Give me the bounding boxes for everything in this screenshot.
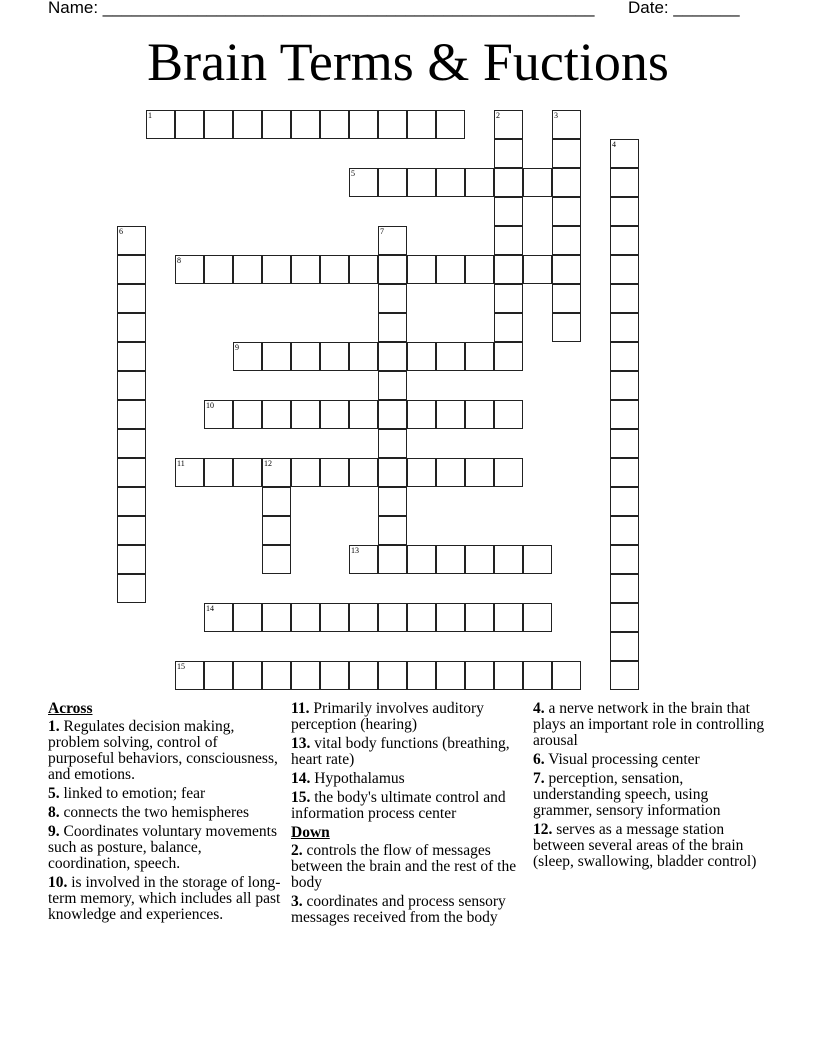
- crossword-cell[interactable]: [465, 400, 494, 429]
- crossword-cell[interactable]: [552, 313, 581, 342]
- clue-number: 5.: [48, 785, 60, 802]
- clue-text: connects the two hemispheres: [63, 804, 250, 821]
- crossword-cell[interactable]: [117, 458, 146, 487]
- crossword-cell[interactable]: [291, 603, 320, 632]
- crossword-cell[interactable]: [175, 110, 204, 139]
- crossword-cell[interactable]: [610, 400, 639, 429]
- crossword-cell[interactable]: [494, 458, 523, 487]
- cell-number: 5: [351, 169, 355, 178]
- cell-number: 6: [119, 227, 123, 236]
- crossword-cell[interactable]: [494, 110, 523, 139]
- cell-number: 9: [235, 343, 239, 352]
- cell-number: 8: [177, 256, 181, 265]
- crossword-cell[interactable]: [349, 458, 378, 487]
- crossword-cell[interactable]: [320, 661, 349, 690]
- crossword-cell[interactable]: [117, 284, 146, 313]
- clue-number: 3.: [291, 893, 303, 910]
- page-title: Brain Terms & Fuctions: [147, 32, 669, 92]
- crossword-cell[interactable]: [349, 545, 378, 574]
- crossword-cell[interactable]: [378, 458, 407, 487]
- crossword-cell[interactable]: [117, 313, 146, 342]
- crossword-cell[interactable]: [465, 603, 494, 632]
- crossword-cell[interactable]: [233, 603, 262, 632]
- crossword-cell[interactable]: [407, 255, 436, 284]
- crossword-cell[interactable]: [436, 168, 465, 197]
- crossword-cell[interactable]: [233, 342, 262, 371]
- crossword-cell[interactable]: [378, 516, 407, 545]
- crossword-cell[interactable]: [204, 400, 233, 429]
- crossword-cell[interactable]: [610, 313, 639, 342]
- crossword-cell[interactable]: [204, 603, 233, 632]
- crossword-cell[interactable]: [552, 168, 581, 197]
- crossword-cell[interactable]: [320, 342, 349, 371]
- clue-text: perception, sensation, understanding speech, using grammer, sensory information: [533, 770, 721, 819]
- cell-number: 15: [177, 662, 185, 671]
- clue-text: Visual processing center: [548, 751, 700, 768]
- clues-column-3: [533, 701, 769, 873]
- crossword-cell[interactable]: [494, 545, 523, 574]
- crossword-cell[interactable]: [407, 168, 436, 197]
- crossword-cell[interactable]: [233, 400, 262, 429]
- crossword-cell[interactable]: [349, 400, 378, 429]
- crossword-cell[interactable]: [378, 545, 407, 574]
- crossword-cell[interactable]: [436, 255, 465, 284]
- crossword-cell[interactable]: [436, 603, 465, 632]
- clues-column-1: [48, 701, 284, 926]
- clue-text: coordinates and process sensory messages received from the body: [291, 893, 506, 926]
- clue-text: is involved in the storage of long-term memory, which includes all past knowledge and experiences.: [48, 874, 281, 923]
- clue-number: 13.: [291, 735, 311, 752]
- crossword-cell[interactable]: [117, 255, 146, 284]
- crossword-cell[interactable]: [117, 342, 146, 371]
- clue-number: 15.: [291, 789, 311, 806]
- crossword-cell[interactable]: [436, 545, 465, 574]
- crossword-cell[interactable]: [610, 632, 639, 661]
- crossword-cell[interactable]: [610, 371, 639, 400]
- across-heading: Across: [48, 700, 93, 717]
- crossword-cell[interactable]: [610, 197, 639, 226]
- crossword-cell[interactable]: [494, 313, 523, 342]
- clue-down-12: [533, 822, 769, 870]
- crossword-cell[interactable]: [291, 110, 320, 139]
- crossword-cell[interactable]: [465, 168, 494, 197]
- crossword-cell[interactable]: [146, 110, 175, 139]
- crossword-cell[interactable]: [610, 516, 639, 545]
- crossword-cell[interactable]: [378, 255, 407, 284]
- crossword-cell[interactable]: [523, 168, 552, 197]
- cell-number: 1: [148, 111, 152, 120]
- clue-number: 2.: [291, 842, 303, 859]
- clue-across-15: [291, 790, 527, 822]
- crossword-cell[interactable]: [610, 661, 639, 690]
- crossword-cell[interactable]: [233, 255, 262, 284]
- crossword-cell[interactable]: [378, 603, 407, 632]
- clue-number: 8.: [48, 804, 60, 821]
- clue-text: controls the flow of messages between the brain and the rest of the body: [291, 842, 517, 891]
- crossword-cell[interactable]: [523, 661, 552, 690]
- crossword-cell[interactable]: [610, 458, 639, 487]
- cell-number: 3: [554, 111, 558, 120]
- crossword-cell[interactable]: [436, 110, 465, 139]
- crossword-cell[interactable]: [494, 197, 523, 226]
- crossword-cell[interactable]: [552, 139, 581, 168]
- crossword-cell[interactable]: [291, 400, 320, 429]
- crossword-cell[interactable]: [262, 603, 291, 632]
- crossword-cell[interactable]: [465, 458, 494, 487]
- crossword-cell[interactable]: [610, 255, 639, 284]
- crossword-cell[interactable]: [349, 603, 378, 632]
- crossword-cell[interactable]: [378, 110, 407, 139]
- crossword-cell[interactable]: [349, 110, 378, 139]
- crossword-cell[interactable]: [523, 603, 552, 632]
- clue-across-13: [291, 736, 527, 768]
- crossword-cell[interactable]: [320, 458, 349, 487]
- clue-across-8: [48, 805, 284, 821]
- clue-down-4: [533, 701, 769, 749]
- crossword-cell[interactable]: [117, 371, 146, 400]
- cell-number: 7: [380, 227, 384, 236]
- crossword-cell[interactable]: [407, 342, 436, 371]
- clues-column-2: [291, 701, 527, 929]
- crossword-cell[interactable]: [378, 284, 407, 313]
- crossword-cell[interactable]: [262, 110, 291, 139]
- crossword-cell[interactable]: [117, 574, 146, 603]
- crossword-cell[interactable]: [610, 168, 639, 197]
- cell-number: 11: [177, 459, 185, 468]
- crossword-cell[interactable]: [204, 255, 233, 284]
- crossword-cell[interactable]: [175, 255, 204, 284]
- clue-down-3: [291, 894, 527, 926]
- clue-down-7: [533, 771, 769, 819]
- clue-number: 1.: [48, 718, 60, 735]
- clue-number: 10.: [48, 874, 68, 891]
- clue-number: 6.: [533, 751, 545, 768]
- clue-text: linked to emotion; fear: [63, 785, 206, 802]
- clue-number: 7.: [533, 770, 545, 787]
- crossword-cell[interactable]: [378, 429, 407, 458]
- crossword-cell[interactable]: [552, 255, 581, 284]
- crossword-cell[interactable]: [291, 255, 320, 284]
- crossword-cell[interactable]: [552, 284, 581, 313]
- crossword-cell[interactable]: [494, 342, 523, 371]
- crossword-cell[interactable]: [610, 574, 639, 603]
- clue-text: Coordinates voluntary movements such as posture, balance, coordination, speech.: [48, 823, 278, 872]
- crossword-cell[interactable]: [494, 603, 523, 632]
- crossword-cell[interactable]: [320, 255, 349, 284]
- crossword-cell[interactable]: [291, 661, 320, 690]
- crossword-cell[interactable]: [262, 400, 291, 429]
- crossword-cell[interactable]: [117, 400, 146, 429]
- crossword-cell[interactable]: [291, 458, 320, 487]
- crossword-cell[interactable]: [407, 661, 436, 690]
- crossword-cell[interactable]: [262, 661, 291, 690]
- clue-across-9: [48, 824, 284, 872]
- crossword-cell[interactable]: [378, 661, 407, 690]
- cell-number: 12: [264, 459, 272, 468]
- crossword-cell[interactable]: [494, 661, 523, 690]
- crossword-cell[interactable]: [320, 400, 349, 429]
- crossword-cell[interactable]: [436, 458, 465, 487]
- clue-text: vital body functions (breathing, heart rate): [291, 735, 510, 768]
- crossword-cell[interactable]: [523, 255, 552, 284]
- cell-number: 10: [206, 401, 214, 410]
- crossword-cell[interactable]: [378, 371, 407, 400]
- crossword-cell[interactable]: [436, 661, 465, 690]
- date-field-label: Date: _______: [628, 0, 740, 17]
- crossword-cell[interactable]: [233, 110, 262, 139]
- clue-across-10: [48, 875, 284, 923]
- clue-down-6: [533, 752, 769, 768]
- cell-number: 14: [206, 604, 214, 613]
- clue-text: Regulates decision making, problem solving, control of purposeful behaviors, consciousness, and emotions.: [48, 718, 278, 783]
- crossword-cell[interactable]: [349, 342, 378, 371]
- clue-across-5: [48, 786, 284, 802]
- crossword-cell[interactable]: [610, 545, 639, 574]
- crossword-cell[interactable]: [117, 545, 146, 574]
- crossword-cell[interactable]: [349, 168, 378, 197]
- crossword-cell[interactable]: [117, 226, 146, 255]
- crossword-cell[interactable]: [349, 255, 378, 284]
- crossword-cell[interactable]: [610, 603, 639, 632]
- crossword-cell[interactable]: [610, 487, 639, 516]
- crossword-cell[interactable]: [262, 516, 291, 545]
- crossword-cell[interactable]: [233, 458, 262, 487]
- crossword-cell[interactable]: [610, 226, 639, 255]
- crossword-cell[interactable]: [407, 110, 436, 139]
- crossword-cell[interactable]: [552, 110, 581, 139]
- crossword-cell[interactable]: [262, 255, 291, 284]
- crossword-cell[interactable]: [204, 458, 233, 487]
- crossword-cell[interactable]: [610, 342, 639, 371]
- crossword-cell[interactable]: [378, 313, 407, 342]
- clue-text: Primarily involves auditory perception (hearing): [291, 700, 484, 733]
- clue-number: 4.: [533, 700, 545, 717]
- crossword-cell[interactable]: [117, 429, 146, 458]
- name-field-label: Name: ____________________________________________________: [48, 0, 595, 17]
- clue-down-2: [291, 843, 527, 891]
- crossword-cell[interactable]: [117, 516, 146, 545]
- crossword-cell[interactable]: [407, 400, 436, 429]
- crossword-cell[interactable]: [494, 255, 523, 284]
- cell-number: 13: [351, 546, 359, 555]
- crossword-cell[interactable]: [262, 545, 291, 574]
- cell-number: 2: [496, 111, 500, 120]
- crossword-cell[interactable]: [262, 342, 291, 371]
- down-heading: Down: [291, 824, 330, 841]
- crossword-cell[interactable]: [320, 110, 349, 139]
- crossword-cell[interactable]: [465, 255, 494, 284]
- clue-text: Hypothalamus: [314, 770, 405, 787]
- crossword-cell[interactable]: [378, 168, 407, 197]
- crossword-cell[interactable]: [291, 342, 320, 371]
- crossword-cell[interactable]: [465, 661, 494, 690]
- clue-number: 11.: [291, 700, 310, 717]
- clue-number: 14.: [291, 770, 311, 787]
- crossword-cell[interactable]: [494, 226, 523, 255]
- crossword-cell[interactable]: [117, 487, 146, 516]
- crossword-cell[interactable]: [175, 661, 204, 690]
- crossword-cell[interactable]: [407, 545, 436, 574]
- crossword-cell[interactable]: [494, 284, 523, 313]
- crossword-cell[interactable]: [349, 661, 378, 690]
- crossword-cell[interactable]: [494, 139, 523, 168]
- crossword-cell[interactable]: [204, 110, 233, 139]
- crossword-cell[interactable]: [610, 284, 639, 313]
- clue-across-11: [291, 701, 527, 733]
- crossword-cell[interactable]: [552, 226, 581, 255]
- crossword-cell[interactable]: [320, 603, 349, 632]
- crossword-cell[interactable]: [465, 342, 494, 371]
- crossword-cell[interactable]: [494, 400, 523, 429]
- crossword-cell[interactable]: [436, 400, 465, 429]
- crossword-cell[interactable]: [552, 197, 581, 226]
- crossword-cell[interactable]: [175, 458, 204, 487]
- crossword-cell[interactable]: [407, 603, 436, 632]
- crossword-cell[interactable]: [523, 545, 552, 574]
- clue-number: 9.: [48, 823, 60, 840]
- crossword-cell[interactable]: [262, 487, 291, 516]
- crossword-cell[interactable]: [407, 458, 436, 487]
- crossword-cell[interactable]: [204, 661, 233, 690]
- clue-across-14: [291, 771, 527, 787]
- crossword-cell[interactable]: [378, 400, 407, 429]
- crossword-cell[interactable]: [465, 545, 494, 574]
- crossword-cell[interactable]: [436, 342, 465, 371]
- clue-across-1: [48, 719, 284, 783]
- crossword-cell[interactable]: [378, 487, 407, 516]
- crossword-cell[interactable]: [494, 168, 523, 197]
- cell-number: 4: [612, 140, 616, 149]
- crossword-cell[interactable]: [378, 226, 407, 255]
- clue-text: serves as a message station between several areas of the brain (sleep, swallowing, bladder control): [533, 821, 757, 870]
- crossword-cell[interactable]: [378, 342, 407, 371]
- crossword-cell[interactable]: [233, 661, 262, 690]
- crossword-cell[interactable]: [262, 458, 291, 487]
- crossword-cell[interactable]: [610, 429, 639, 458]
- crossword-cell[interactable]: [552, 661, 581, 690]
- clue-text: the body's ultimate control and information process center: [291, 789, 506, 822]
- crossword-cell[interactable]: [610, 139, 639, 168]
- clue-text: a nerve network in the brain that plays an important role in controlling arousal: [533, 700, 765, 749]
- clue-number: 12.: [533, 821, 553, 838]
